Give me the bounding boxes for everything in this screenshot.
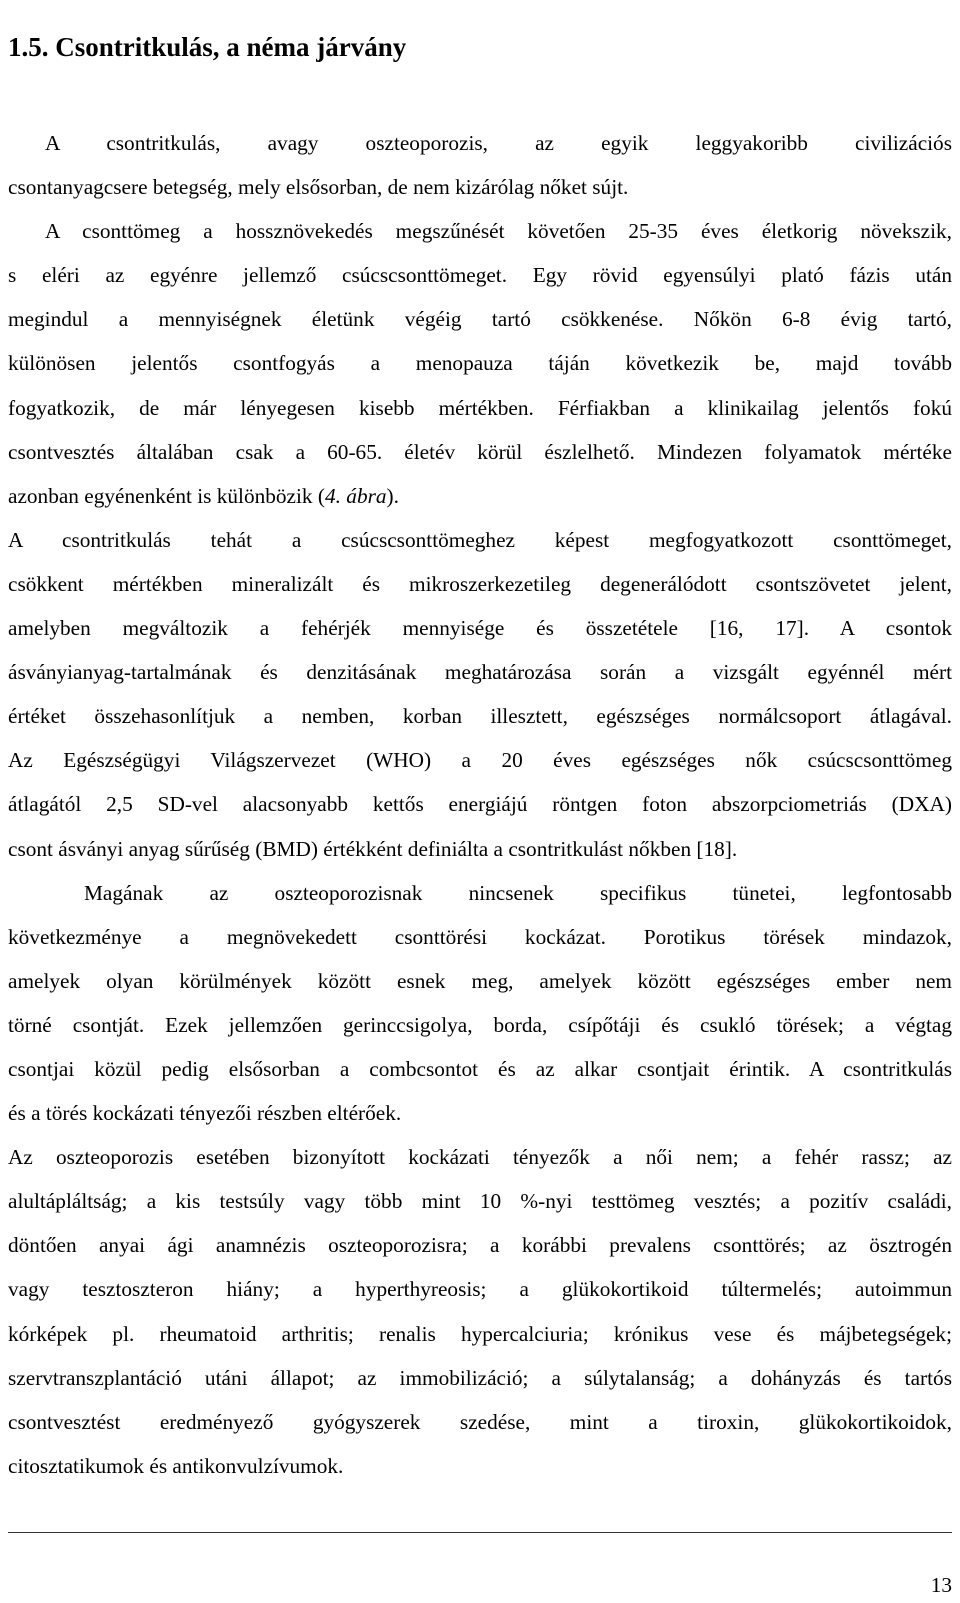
text-line: ásványianyag-tartalmának és denzitásának meghatározása során a vizsgált egyénnél mért — [8, 660, 952, 685]
text-line-end: ). — [386, 483, 399, 508]
text-line: átlagától 2,5 SD-vel alacsonyabb kettős energiájú röntgen foton abszorpciometriás (DXA) — [8, 792, 952, 817]
text-line: csont ásványi anyag sűrűség (BMD) értékként definiálta a csontritkulást nőkben [18]. — [8, 836, 738, 861]
text-line: Az oszteoporozis esetében bizonyított kockázati tényezők a női nem; a fehér rassz; az — [8, 1145, 952, 1170]
text-line: A csonttömeg a hossznövekedés megszűnését követően 25-35 éves életkorig növekszik, — [45, 219, 952, 244]
text-line: csontjai közül pedig elsősorban a combcsontot és az alkar csontjait érintik. A csontritkulás — [8, 1056, 952, 1081]
text-line-with-figure-ref — [8, 474, 952, 518]
text-line: amelyben megváltozik a fehérjék mennyisége és összetétele [16, 17]. A csontok — [8, 616, 952, 641]
text-line: kórképek pl. rheumatoid arthritis; renalis hypercalciuria; krónikus vese és májbetegségek; — [8, 1321, 952, 1346]
text-line: vagy tesztoszteron hiány; a hyperthyreosis; a glükokortikoid túltermelés; autoimmun — [8, 1277, 952, 1302]
text-line-start: azonban egyénenként is különbözik ( — [8, 483, 325, 508]
text-line: alultápláltság; a kis testsúly vagy több mint 10 %-nyi testtömeg vesztés; a pozitív családi, — [8, 1189, 952, 1214]
text-line: A csontritkulás tehát a csúcscsonttömeghez képest megfogyatkozott csonttömeget, — [8, 527, 952, 552]
text-line: Az Egészségügyi Világszervezet (WHO) a 20 éves egészséges nők csúcscsonttömeg — [8, 748, 952, 773]
text-line: s eléri az egyénre jellemző csúcscsonttömeget. Egy rövid egyensúlyi plató fázis után — [8, 263, 952, 288]
text-line: döntően anyai ági anamnézis oszteoporozisra; a korábbi prevalens csonttörés; az ösztrogén — [8, 1233, 952, 1258]
section-heading: 1.5. Csontritkulás, a néma járvány — [8, 32, 407, 62]
text-line: Magának az oszteoporozisnak nincsenek specifikus tünetei, legfontosabb — [84, 880, 952, 905]
page-number: 13 — [930, 1573, 952, 1597]
text-line: csontvesztés általában csak a 60-65. életév körül észlelhető. Mindezen folyamatok mértéke — [8, 439, 952, 464]
text-line: megindul a mennyiségnek életünk végéig tartó csökkenése. Nőkön 6-8 évig tartó, — [8, 307, 952, 332]
text-line: amelyek olyan körülmények között esnek meg, amelyek között egészséges ember nem — [8, 968, 952, 993]
figure-reference: 4. ábra — [325, 483, 387, 508]
footer-divider — [8, 1532, 952, 1533]
text-line: értéket összehasonlítjuk a nemben, korban illesztett, egészséges normálcsoport átlagával. — [8, 704, 952, 729]
text-line: különösen jelentős csontfogyás a menopauza táján következik be, majd tovább — [8, 351, 952, 376]
text-line: következménye a megnövekedett csonttörési kockázat. Porotikus törések mindazok, — [8, 924, 952, 949]
text-line: csökkent mértékben mineralizált és mikroszerkezetileg degenerálódott csontszövetet jelent, — [8, 571, 952, 596]
text-line: A csontritkulás, avagy oszteoporozis, az egyik leggyakoribb civilizációs — [45, 131, 952, 155]
text-line: szervtranszplantáció utáni állapot; az immobilizáció; a súlytalanság; a dohányzás és tartós — [8, 1365, 952, 1390]
text-line: csontvesztést eredményező gyógyszerek szedése, mint a tiroxin, glükokortikoidok, — [8, 1409, 952, 1434]
body-text — [8, 121, 952, 1488]
text-line: citosztatikumok és antikonvulzívumok. — [8, 1453, 344, 1478]
text-line: és a törés kockázati tényezői részben eltérőek. — [8, 1101, 402, 1126]
text-line: csontanyagcsere betegség, mely elsősorban, de nem kizárólag nőket sújt. — [8, 175, 629, 200]
text-line: törné csontját. Ezek jellemzően gerinccsigolya, borda, csípőtáji és csukló törések; a végtag — [8, 1012, 952, 1037]
text-line: fogyatkozik, de már lényegesen kisebb mértékben. Férfiakban a klinikailag jelentős fokú — [8, 395, 952, 420]
